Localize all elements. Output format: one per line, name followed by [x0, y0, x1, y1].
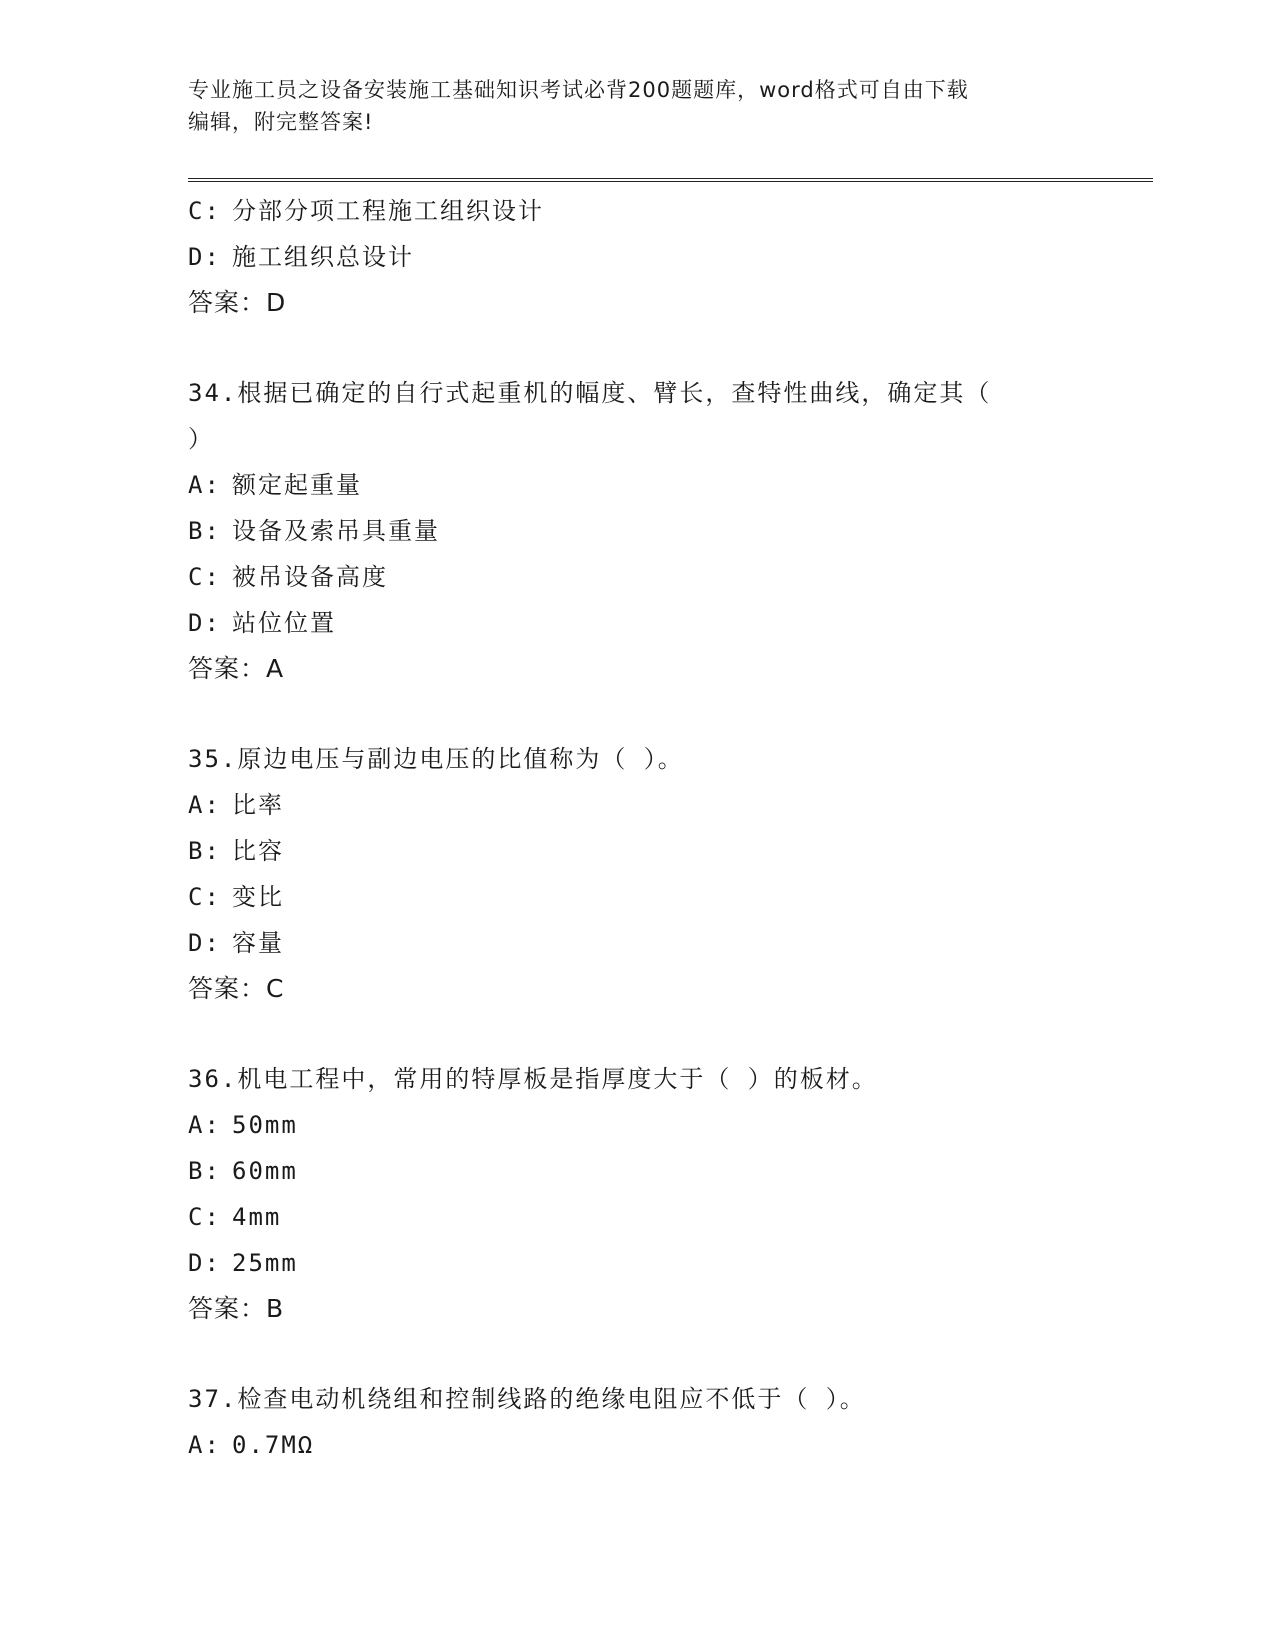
option-c [188, 874, 1088, 920]
answer-line: 答案：A [188, 654, 285, 683]
option-letter: C: [188, 197, 221, 225]
option-text: 设备及索吊具重量 [232, 517, 440, 545]
option-d [188, 600, 1088, 646]
option-letter: A: [188, 791, 221, 819]
option-text: 施工组织总设计 [232, 243, 414, 271]
question-33-tail [188, 188, 1088, 326]
option-b [188, 508, 1088, 554]
question-stem: 37.检查电动机绕组和控制线路的绝缘电阻应不低于（ ）。 [188, 1385, 866, 1413]
option-text: 比容 [232, 837, 284, 865]
question-stem [188, 370, 1068, 462]
option-text: 额定起重量 [232, 471, 362, 499]
option-c [188, 554, 1088, 600]
option-letter: A: [188, 1431, 221, 1459]
option-letter: C: [188, 883, 221, 911]
question-stem: 36.机电工程中，常用的特厚板是指厚度大于（ ）的板材。 [188, 1065, 878, 1093]
question-stem: 35.原边电压与副边电压的比值称为（ ）。 [188, 745, 684, 773]
option-a [188, 1102, 1088, 1148]
option-letter: D: [188, 1249, 221, 1277]
option-letter: C: [188, 1203, 221, 1231]
answer-line: 答案：B [188, 1294, 285, 1323]
option-letter: A: [188, 471, 221, 499]
option-letter: B: [188, 1157, 221, 1185]
answer-line: 答案：C [188, 974, 285, 1003]
option-d [188, 1240, 1088, 1286]
option-text: 60mm [232, 1157, 298, 1185]
option-d [188, 234, 1088, 280]
option-c [188, 1194, 1088, 1240]
option-text: 4mm [232, 1203, 282, 1231]
question-36 [188, 1056, 1088, 1332]
question-stem-line-2: ） [188, 425, 214, 453]
option-text: 站位位置 [232, 609, 336, 637]
option-letter: D: [188, 609, 221, 637]
option-b [188, 1148, 1088, 1194]
option-text: 分部分项工程施工组织设计 [232, 197, 544, 225]
option-d [188, 920, 1088, 966]
header-line-2: 编辑，附完整答案! [188, 110, 374, 134]
option-letter: A: [188, 1111, 221, 1139]
option-letter: D: [188, 243, 221, 271]
document-body [188, 188, 1088, 1468]
option-letter: B: [188, 517, 221, 545]
page-header [188, 74, 1068, 138]
option-text: 比率 [232, 791, 284, 819]
option-text: 25mm [232, 1249, 298, 1277]
option-a [188, 782, 1088, 828]
option-text: 变比 [232, 883, 284, 911]
option-letter: D: [188, 929, 221, 957]
header-line-1: 专业施工员之设备安装施工基础知识考试必背200题题库，word格式可自由下载 [188, 78, 969, 102]
header-divider [188, 178, 1153, 182]
option-letter: B: [188, 837, 221, 865]
answer-line: 答案：D [188, 288, 287, 317]
option-text: 50mm [232, 1111, 298, 1139]
option-c [188, 188, 1088, 234]
option-b [188, 828, 1088, 874]
option-a [188, 1422, 1088, 1468]
question-stem-line-1: 34.根据已确定的自行式起重机的幅度、臂长，查特性曲线，确定其（ [188, 379, 992, 407]
option-a [188, 462, 1088, 508]
question-34 [188, 370, 1088, 692]
question-35 [188, 736, 1088, 1012]
option-text: 容量 [232, 929, 284, 957]
option-letter: C: [188, 563, 221, 591]
option-text: 0.7MΩ [232, 1431, 315, 1459]
option-text: 被吊设备高度 [232, 563, 388, 591]
question-37 [188, 1376, 1088, 1468]
